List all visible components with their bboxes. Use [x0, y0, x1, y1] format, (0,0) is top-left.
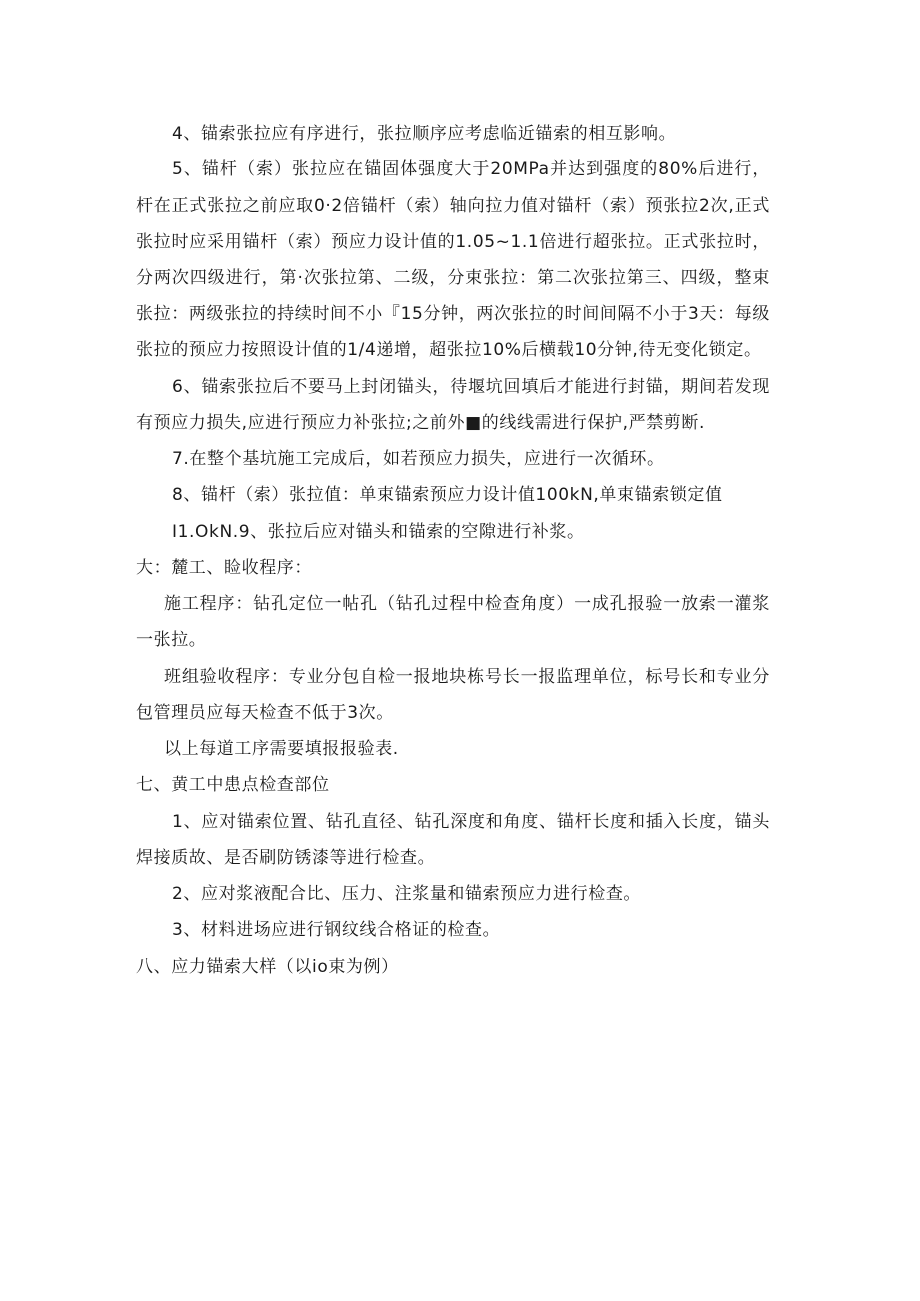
- text-line: 张拉：两级张拉的持续时间不小『15分钟，两次张拉的时间间隔不小于3天：每级: [136, 304, 770, 324]
- text-line: 焊接质故、是否刷防锈漆等进行检查。: [136, 848, 436, 868]
- text-line: 有预应力损失,应进行预应力补张拉;之前外■的线线需进行保护,严禁剪断.: [136, 413, 705, 433]
- section-heading: 七、黄工中患点检查部位: [136, 775, 330, 795]
- text-line: 杆在正式张拉之前应取0·2倍锚杆（索）轴向拉力值对锚杆（索）预张拉2次,正式: [136, 196, 770, 216]
- section-heading: 大：麓工、睑收程序：: [136, 558, 312, 578]
- text-line: 张拉的预应力按照设计值的1/4递增，超张拉10%后横载10分钟,待无变化锁定。: [136, 340, 762, 360]
- text-line: 班组验收程序：专业分包自检一报地块栋号长一报监理单位，标号长和专业分: [164, 667, 770, 687]
- text-line: 张拉时应采用锚杆（索）预应力设计值的1.05~1.1倍进行超张拉。正式张拉时，: [136, 232, 770, 252]
- text-line: 3、材料进场应进行钢纹线合格证的检查。: [172, 920, 501, 940]
- text-line: 一张拉。: [136, 630, 207, 650]
- text-line: 6、锚索张拉后不要马上封闭锚头，待堰坑回填后才能进行封锚，期间若发现: [172, 377, 770, 397]
- text-line: I1.OkN.9、张拉后应对锚头和锚索的空隙进行补浆。: [172, 522, 585, 542]
- text-line: 5、锚杆（索）张拉应在锚固体强度大于20MPa并达到强度的80%后进行，: [172, 159, 770, 179]
- section-heading: 八、应力锚索大样（以io束为例）: [136, 957, 399, 977]
- text-line: 2、应对浆液配合比、压力、注浆量和锚索预应力进行检查。: [172, 884, 642, 904]
- text-line: 以上每道工序需要填报报验表.: [164, 739, 399, 759]
- text-line: 8、锚杆（索）张拉值：单束锚索预应力设计值100kN,单束锚索锁定值: [172, 485, 723, 505]
- text-line: 分两次四级进行，第·次张拉第、二级，分束张拉：第二次张拉第三、四级，整束: [136, 268, 770, 288]
- text-line: 1、应对锚索位置、钻孔直径、钻孔深度和角度、锚杆长度和插入长度，锚头: [172, 812, 770, 832]
- text-line: 4、锚索张拉应有序进行，张拉顺序应考虑临近锚索的相互影响。: [172, 124, 677, 144]
- text-line: 7.在整个基坑施工完成后，如若预应力损失，应进行一次循环。: [172, 449, 665, 469]
- text-line: 包管理员应每天检查不低于3次。: [136, 703, 394, 723]
- text-line: 施工程序：钻孔定位一帖孔（钻孔过程中检查角度）一成孔报验一放索一灌浆: [164, 594, 770, 614]
